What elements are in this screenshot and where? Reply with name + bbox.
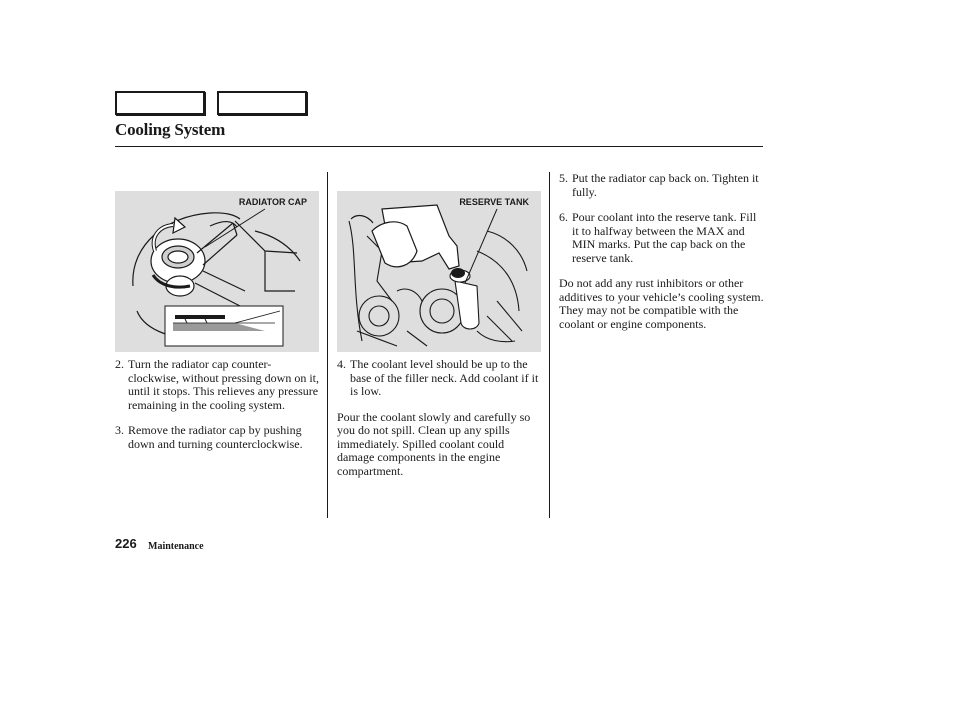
- step-number: 4.: [337, 357, 346, 371]
- section-name: Maintenance: [148, 541, 204, 552]
- reserve-tank-label: RESERVE TANK: [459, 197, 529, 207]
- column-divider: [549, 172, 550, 518]
- step-text: Remove the radiator cap by pushing down and turning counterclockwise.: [128, 423, 303, 451]
- column-3-text: [559, 172, 765, 331]
- step-4: [337, 358, 543, 399]
- column-2-text: [337, 358, 543, 478]
- step-text: Pour coolant into the reserve tank. Fill it to halfway between the MAX and MIN marks. Put the cap back on the reserve tank.: [572, 210, 757, 265]
- coolant-caution-paragraph: Pour the coolant slowly and carefully so you do not spill. Clean up any spills immediately. Spilled coolant could damage components in the engine compartment.: [337, 409, 531, 478]
- step-3: [115, 424, 319, 451]
- radiator-cap-illustration: [115, 191, 319, 352]
- step-number: 2.: [115, 357, 124, 371]
- step-2: [115, 358, 319, 412]
- title-divider: [115, 146, 763, 147]
- page-number: 226: [115, 536, 137, 551]
- step-text: The coolant level should be up to the base of the filler neck. Add coolant if it is low.: [350, 357, 539, 398]
- nav-tab-previous[interactable]: [115, 91, 205, 115]
- step-6: [559, 211, 765, 265]
- step-number: 5.: [559, 171, 568, 185]
- step-text: Put the radiator cap back on. Tighten it fully.: [572, 171, 759, 199]
- column-divider: [327, 172, 328, 518]
- step-number: 6.: [559, 210, 568, 224]
- radiator-cap-label: RADIATOR CAP: [238, 197, 307, 207]
- radiator-cap-drawing: [115, 191, 319, 352]
- page-title: Cooling System: [115, 120, 226, 139]
- column-1-text: [115, 358, 319, 451]
- reserve-tank-illustration: [337, 191, 541, 352]
- step-5: [559, 172, 765, 199]
- step-text: Turn the radiator cap counter-clockwise, without pressing down on it, until it stops. This relieves any pressure remaining in the cooling system.: [128, 357, 319, 412]
- reserve-tank-drawing: [337, 191, 541, 352]
- step-number: 3.: [115, 423, 124, 437]
- nav-tab-next[interactable]: [217, 91, 307, 115]
- additives-warning-paragraph: Do not add any rust inhibitors or other additives to your vehicle’s cooling system. They may not be compatible with the coolant or engine components.: [559, 276, 764, 331]
